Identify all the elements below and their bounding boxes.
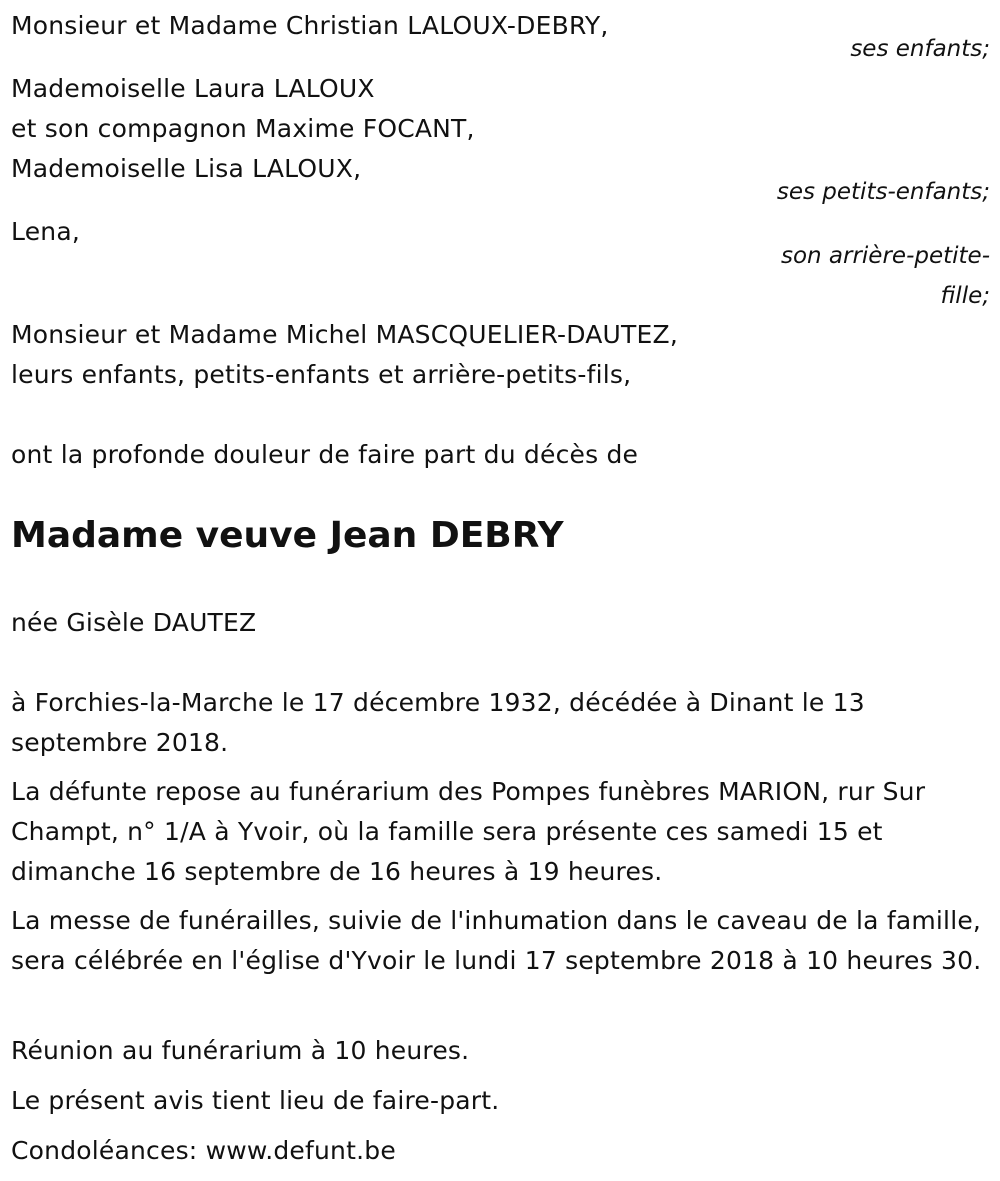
great-grandchild-name: Lena, [11, 217, 80, 246]
birth-death-details: à Forchies-la-Marche le 17 décembre 1932, décédée à Dinant le 13 septembre 2018. [11, 688, 865, 757]
viewing-details: La défunte repose au funérarium des Pompes funèbres MARION, rur Sur Champt, n° 1/A à Yvoir, où la famille sera présente ces samedi 15 et dimanche 16 septembre de 16 heures à 19 heures. [11, 777, 926, 886]
granddaughter-lisa: Mademoiselle Lisa LALOUX, [11, 154, 362, 183]
granddaughter-laura: Mademoiselle Laura LALOUX [11, 74, 375, 103]
grandchildren-role: ses petits-enfants; [776, 179, 990, 205]
companion-maxime: et son compagnon Maxime FOCANT, [11, 114, 475, 143]
notice-text: Le présent avis tient lieu de faire-part. [11, 1086, 500, 1115]
great-grandchild-role-line2: fille; [940, 283, 990, 309]
children-names: Monsieur et Madame Christian LALOUX-DEBRY, [11, 11, 609, 40]
birth-name: née Gisèle DAUTEZ [11, 608, 257, 637]
deceased-name: Madame veuve Jean DEBRY [11, 515, 564, 556]
announcement-text: ont la profonde douleur de faire part du décès de [11, 440, 639, 469]
meeting-details: Réunion au funérarium à 10 heures. [11, 1036, 470, 1065]
great-grandchild-role-line1: son arrière-petite- [780, 243, 990, 269]
condolences-text: Condoléances: www.defunt.be [11, 1136, 396, 1165]
family-descendants: leurs enfants, petits-enfants et arrière-petits-fils, [11, 360, 632, 389]
family-mascquelier: Monsieur et Madame Michel MASCQUELIER-DAUTEZ, [11, 320, 678, 349]
funeral-details: La messe de funérailles, suivie de l'inhumation dans le caveau de la famille, sera célébrée en l'église d'Yvoir le lundi 17 septembre 2018 à 10 heures 30. [11, 906, 982, 975]
children-role: ses enfants; [850, 36, 990, 62]
